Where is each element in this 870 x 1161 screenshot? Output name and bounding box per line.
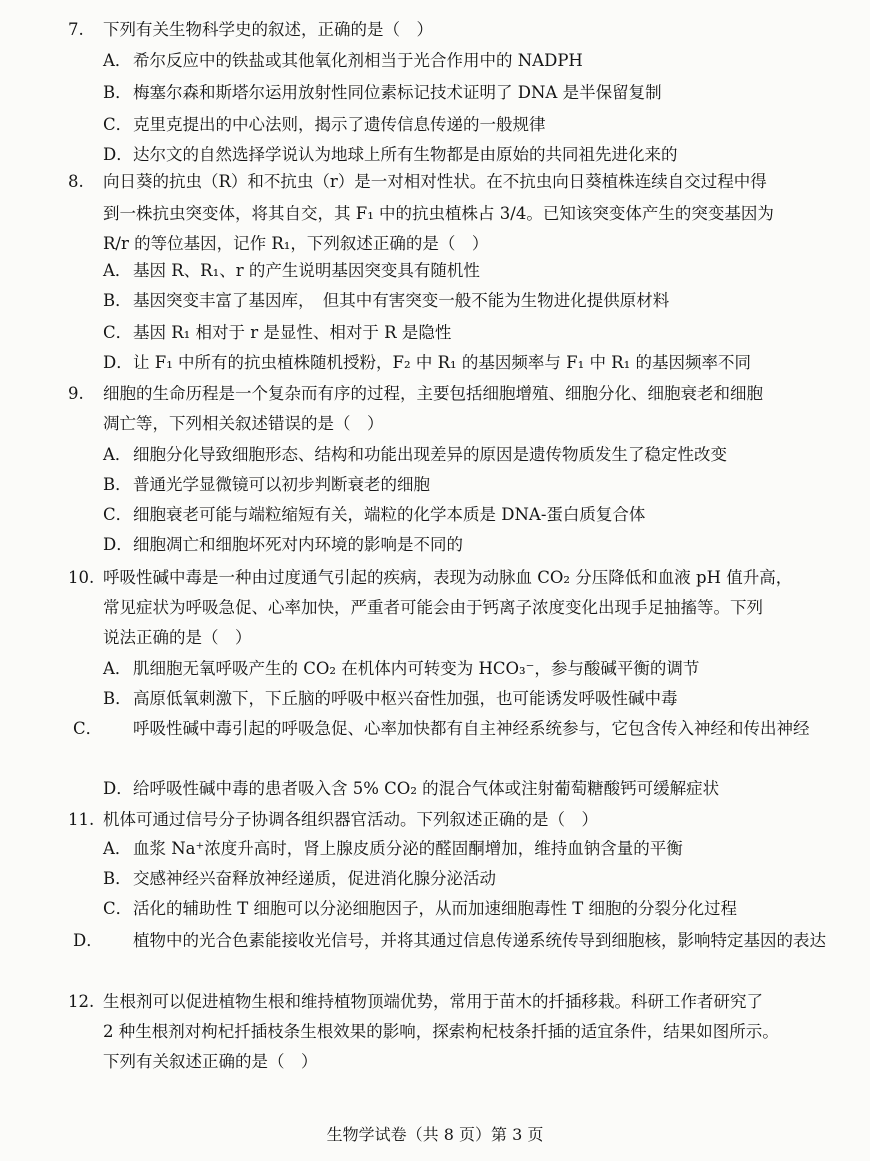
page-footer: 生物学试卷（共 8 页）第 3 页 — [326, 1125, 544, 1144]
option-c: C．活化的辅助性 T 细胞可以分泌细胞因子，从而加速细胞毒性 T 细胞的分裂分化过程 — [103, 899, 737, 918]
question-stem-line: 说法正确的是（ ） — [103, 628, 252, 647]
option-a: A．希尔反应中的铁盐或其他氧化剂相当于光合作用中的 NADPH — [103, 51, 583, 70]
question-stem: 机体可通过信号分子协调各组织器官活动。下列叙述正确的是（ ） — [103, 810, 598, 829]
question-stem-line: 下列有关叙述正确的是（ ） — [103, 1052, 318, 1071]
question-stem-line: 2 种生根剂对枸杞扦插枝条生根效果的影响，探索枸杞枝条扦插的适宜条件，结果如图所示。 — [103, 1022, 779, 1041]
question-number: 12. — [68, 992, 95, 1011]
option-c: C．克里克提出的中心法则，揭示了遗传信息传递的一般规律 — [103, 115, 546, 134]
question-number: 9. — [68, 384, 84, 403]
option-c: C．细胞衰老可能与端粒缩短有关，端粒的化学本质是 DNA-蛋白质复合体 — [103, 505, 646, 524]
question-stem-line: 生根剂可以促进植物生根和维持植物顶端优势，常用于苗木的扦插移栽。科研工作者研究了 — [103, 992, 763, 1011]
option-a: A．基因 R、R₁、r 的产生说明基因突变具有随机性 — [103, 261, 480, 280]
option-d: D． 植物中的光合色素能接收光信号，并将其通过信息传递系统传导到细胞核，影响特定基因的表达 — [73, 931, 826, 950]
option-d: D．让 F₁ 中所有的抗虫植株随机授粉，F₂ 中 R₁ 的基因频率与 F₁ 中 R₁ 的基因频率不同 — [103, 353, 751, 372]
option-b: B．高原低氧刺激下，下丘脑的呼吸中枢兴奋性加强，也可能诱发呼吸性碱中毒 — [103, 689, 678, 708]
option-a: A．细胞分化导致细胞形态、结构和功能出现差异的原因是遗传物质发生了稳定性改变 — [103, 445, 727, 464]
question-number: 10. — [68, 568, 95, 587]
question-stem-line: R/r 的等位基因，记作 R₁，下列叙述正确的是（ ） — [103, 234, 489, 253]
option-b: B．梅塞尔森和斯塔尔运用放射性同位素标记技术证明了 DNA 是半保留复制 — [103, 83, 662, 102]
question-stem: 下列有关生物科学史的叙述，正确的是（ ） — [103, 20, 433, 39]
option-d: D．细胞凋亡和细胞坏死对内环境的影响是不同的 — [103, 535, 463, 554]
option-b: B．交感神经兴奋释放神经递质，促进消化腺分泌活动 — [103, 869, 496, 888]
option-d: D．达尔文的自然选择学说认为地球上所有生物都是由原始的共同祖先进化来的 — [103, 145, 678, 164]
question-number: 8. — [68, 172, 84, 191]
question-stem-line: 常见症状为呼吸急促、心率加快，严重者可能会由于钙离子浓度变化出现手足抽搐等。下列 — [103, 598, 763, 617]
option-a: A．血浆 Na⁺浓度升高时，肾上腺皮质分泌的醛固酮增加，维持血钠含量的平衡 — [103, 839, 683, 858]
option-b: B．普通光学显微镜可以初步判断衰老的细胞 — [103, 475, 430, 494]
question-stem-line: 细胞的生命历程是一个复杂而有序的过程，主要包括细胞增殖、细胞分化、细胞衰老和细胞 — [103, 384, 763, 403]
question-stem-line: 到一株抗虫突变体，将其自交，其 F₁ 中的抗虫植株占 3/4。已知该突变体产生的突变基因为 — [103, 204, 774, 223]
option-d: D．给呼吸性碱中毒的患者吸入含 5% CO₂ 的混合气体或注射葡萄糖酸钙可缓解症状 — [103, 779, 720, 798]
question-number: 11. — [68, 810, 95, 829]
option-b: B．基因突变丰富了基因库， 但其中有害突变一般不能为生物进化提供原材料 — [103, 291, 670, 310]
question-number: 7. — [68, 20, 84, 39]
option-c: C．基因 R₁ 相对于 r 是显性、相对于 R 是隐性 — [103, 323, 452, 342]
option-c: C． 呼吸性碱中毒引起的呼吸急促、心率加快都有自主神经系统参与，它包含传入神经和传出神经 — [73, 719, 810, 738]
question-stem-line: 向日葵的抗虫（R）和不抗虫（r）是一对相对性状。在不抗虫向日葵植株连续自交过程中得 — [103, 172, 767, 191]
question-stem-line: 凋亡等，下列相关叙述错误的是（ ） — [103, 414, 384, 433]
question-stem-line: 呼吸性碱中毒是一种由过度通气引起的疾病，表现为动脉血 CO₂ 分压降低和血液 pH 值升高， — [103, 568, 793, 587]
option-a: A．肌细胞无氧呼吸产生的 CO₂ 在机体内可转变为 HCO₃⁻，参与酸碱平衡的调节 — [103, 659, 700, 678]
